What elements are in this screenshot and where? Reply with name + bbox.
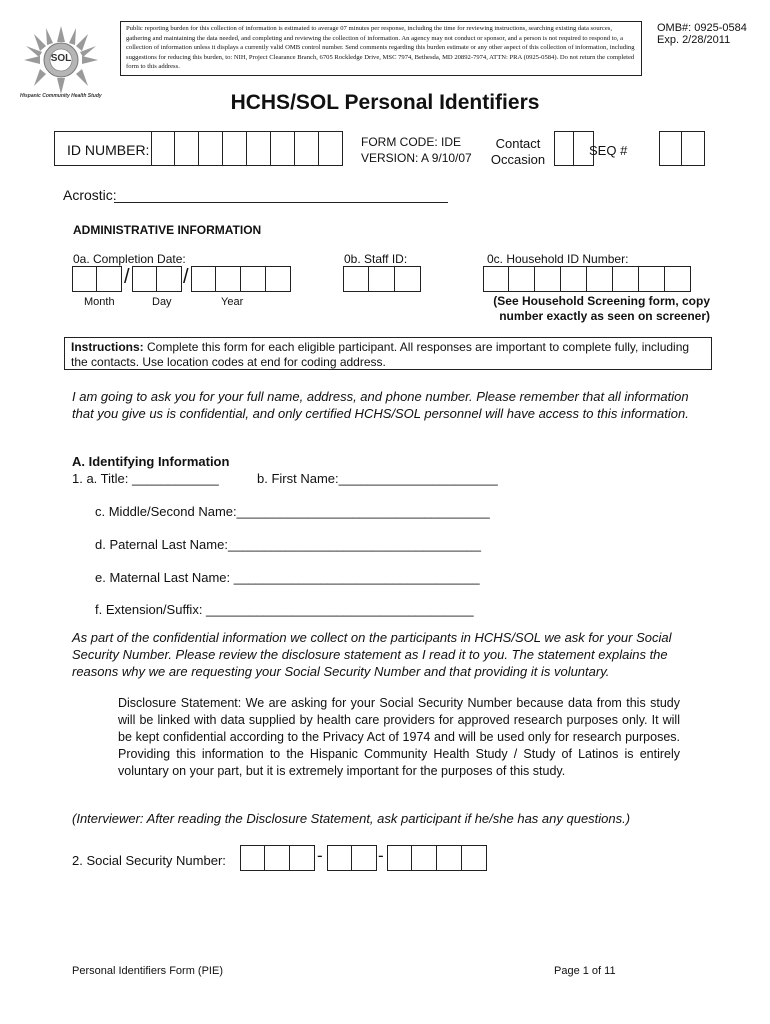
acrostic-field[interactable]: [114, 202, 448, 203]
contact-occasion-cells: [554, 131, 594, 166]
contact-digit-cell[interactable]: [554, 131, 574, 166]
seq-digit-cell[interactable]: [682, 131, 705, 166]
section-a-heading: A. Identifying Information: [72, 454, 230, 469]
logo-caption: Hispanic Community Health Study: [20, 93, 102, 99]
id-digit-cell[interactable]: [151, 131, 175, 166]
ssn-digit-cell[interactable]: [462, 845, 487, 871]
staff-digit-cell[interactable]: [369, 266, 395, 292]
completion-date-label: 0a. Completion Date:: [73, 252, 186, 266]
omb-info: [657, 22, 747, 46]
date-slash: /: [124, 266, 130, 288]
footer-page-number: Page 1 of 11: [554, 965, 616, 977]
day-cells: [132, 266, 182, 292]
id-digit-cell[interactable]: [295, 131, 319, 166]
day-digit-cell[interactable]: [132, 266, 157, 292]
id-number-box: [54, 131, 338, 166]
month-digit-cell[interactable]: [97, 266, 122, 292]
month-cells: [72, 266, 122, 292]
id-digit-cell[interactable]: [223, 131, 247, 166]
month-label: Month: [84, 296, 115, 308]
ssn-paragraph: As part of the confidential information we collect on the participants in HCHS/SOL we ask for your Social Security Number. Please review the disclosure statement as I read it to you. The statement explains the reasons why we are requesting your Social Security Number and that providing it is voluntary.: [72, 630, 672, 679]
paternal-last-name-field[interactable]: d. Paternal Last Name:___________________________________: [95, 537, 482, 552]
footer-form-name: Personal Identifiers Form (PIE): [72, 965, 223, 977]
household-digit-cell[interactable]: [587, 266, 613, 292]
year-digit-cell[interactable]: [216, 266, 241, 292]
ssn-digit-cell[interactable]: [387, 845, 412, 871]
year-digit-cell[interactable]: [241, 266, 266, 292]
household-digit-cell[interactable]: [665, 266, 691, 292]
first-name-field[interactable]: b. First Name:______________________: [257, 471, 498, 486]
logo-text: SOL: [50, 53, 72, 64]
burden-statement: Public reporting burden for this collection of information is estimated to average 07 minutes per response, including the time for reviewing instructions, searching existing data sources, gathering and maintaining the data needed, and completing and reviewing the collection of information. An agency may not conduct or sponsor, and a person is not required to respond to, a collection of information unless it displays a currently valid OMB control number. Send comments regarding this burden estimate or any other aspect of this collection of information, including suggestions for reducing this burden, to: NIH, Project Clearance Branch, 6705 Rockledge Drive, MSC 7974, Bethesda, MD 20892-7974, ATTN: PRA (0925-0584). Do not return the completed form to this address.: [120, 21, 642, 76]
instructions-label: Instructions:: [71, 340, 144, 354]
ssn-dash: -: [378, 846, 384, 865]
household-digit-cell[interactable]: [561, 266, 587, 292]
seq-cells: [659, 131, 705, 166]
id-digit-cell[interactable]: [271, 131, 295, 166]
ssn-area-cells: [240, 845, 315, 871]
form-code-block: [361, 134, 472, 166]
id-digit-cell[interactable]: [247, 131, 271, 166]
id-number-cells: [151, 131, 343, 166]
day-label: Day: [152, 296, 172, 308]
household-digit-cell[interactable]: [535, 266, 561, 292]
ssn-digit-cell[interactable]: [327, 845, 352, 871]
year-cells: [191, 266, 291, 292]
omb-number: OMB#: 0925-0584: [657, 22, 747, 34]
ssn-digit-cell[interactable]: [290, 845, 315, 871]
maternal-last-name-field[interactable]: e. Maternal Last Name: __________________________________: [95, 570, 480, 585]
seq-digit-cell[interactable]: [659, 131, 682, 166]
omb-expiration: Exp. 2/28/2011: [657, 34, 731, 46]
contact-occasion-label: [478, 136, 558, 168]
month-digit-cell[interactable]: [72, 266, 97, 292]
ssn-digit-cell[interactable]: [412, 845, 437, 871]
household-digit-cell[interactable]: [483, 266, 509, 292]
ssn-serial-cells: [387, 845, 487, 871]
household-digit-cell[interactable]: [509, 266, 535, 292]
form-version: VERSION: A 9/10/07: [361, 151, 472, 165]
date-slash: /: [183, 266, 189, 288]
ssn-group-cells: [327, 845, 377, 871]
intro-paragraph: I am going to ask you for your full name, address, and phone number. Please remember that all information that you give us is confidential, and only certified HCHS/SOL personnel will have access to this information.: [72, 389, 689, 421]
household-id-cells: [483, 266, 691, 292]
disclosure-statement: Disclosure Statement: We are asking for your Social Security Number because data from this study will be linked with data supplied by health care providers for approved research purposes only. It will be kept confidential according to the Privacy Act of 1974 and will be used only for research purposes. Providing this information to the Hispanic Community Health Study / Study of Latinos is entirely voluntary on your part, but it is extremely important for the purposes of this study.: [118, 696, 680, 778]
occasion-line: Occasion: [490, 152, 546, 167]
staff-id-label: 0b. Staff ID:: [344, 252, 408, 266]
ssn-digit-cell[interactable]: [437, 845, 462, 871]
day-digit-cell[interactable]: [157, 266, 182, 292]
id-digit-cell[interactable]: [319, 131, 343, 166]
id-number-label: ID NUMBER:: [67, 142, 150, 158]
ssn-digit-cell[interactable]: [265, 845, 290, 871]
ssn-digit-cell[interactable]: [240, 845, 265, 871]
contact-line: Contact: [495, 136, 541, 151]
suffix-field[interactable]: f. Extension/Suffix: _____________________________________: [95, 602, 474, 617]
household-digit-cell[interactable]: [639, 266, 665, 292]
middle-name-field[interactable]: c. Middle/Second Name:___________________________________: [95, 504, 490, 519]
ssn-dash: -: [317, 846, 323, 865]
household-id-label: 0c. Household ID Number:: [487, 252, 629, 266]
page-title: HCHS/SOL Personal Identifiers: [230, 91, 540, 114]
id-digit-cell[interactable]: [199, 131, 223, 166]
year-digit-cell[interactable]: [266, 266, 291, 292]
interviewer-note: (Interviewer: After reading the Disclosure Statement, ask participant if he/she has any questions.): [72, 811, 631, 826]
id-digit-cell[interactable]: [175, 131, 199, 166]
staff-id-cells: [343, 266, 421, 292]
year-digit-cell[interactable]: [191, 266, 216, 292]
instructions-box: [64, 337, 712, 370]
instructions-text: Complete this form for each eligible participant. All responses are important to complete fully, including the contacts. Use location codes at end for coding address.: [71, 340, 690, 369]
admin-heading: ADMINISTRATIVE INFORMATION: [73, 223, 262, 237]
ssn-digit-cell[interactable]: [352, 845, 377, 871]
household-note-line: (See Household Screening form, copy: [493, 294, 710, 308]
ssn-label: 2. Social Security Number:: [72, 853, 226, 868]
staff-digit-cell[interactable]: [395, 266, 421, 292]
seq-label: SEQ #: [589, 143, 628, 158]
household-digit-cell[interactable]: [613, 266, 639, 292]
acrostic-label: Acrostic:: [63, 187, 117, 203]
household-note-line: number exactly as seen on screener): [499, 309, 710, 323]
household-note: [470, 294, 710, 324]
year-label: Year: [221, 296, 244, 308]
staff-digit-cell[interactable]: [343, 266, 369, 292]
title-field[interactable]: 1. a. Title: ____________: [72, 471, 219, 486]
form-code: FORM CODE: IDE: [361, 135, 462, 149]
